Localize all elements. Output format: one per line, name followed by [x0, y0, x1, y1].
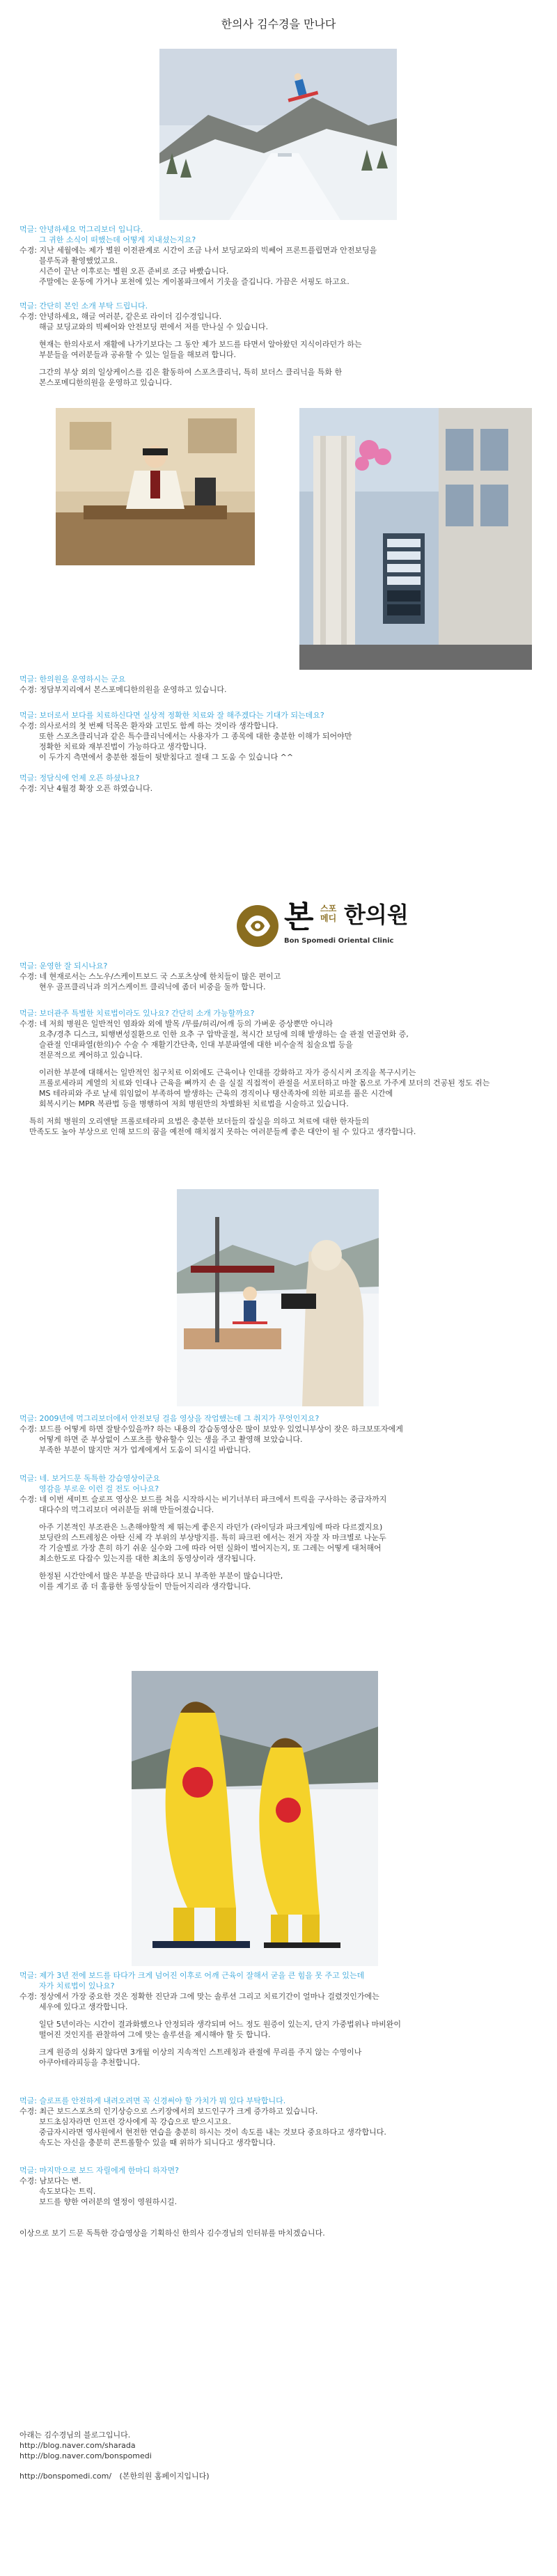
question-line: 먹글: 2009년에 먹그리보더에서 안전보딩 걸음 영상을 작업했는데 그 취지가 무엇인지요? — [19, 1414, 320, 1423]
question-line: 먹글: 보더관주 특별한 치료법이라도 있나요? 간단히 소개 가능할까요? — [19, 1009, 255, 1018]
links-section — [19, 2430, 542, 2481]
links-intro: 아래는 김수경님의 블로그입니다. — [19, 2430, 131, 2440]
answer-line: 대다수의 먹그리보더 여러분들 위해 만들어졌습니다. — [39, 1505, 214, 1514]
question-line: 먹글: 보더로서 보다를 치료하신다면 실상적 정확한 치료와 잘 해주겠다는 기대가 되는데요? — [19, 711, 324, 720]
answer-line: 그간의 부상 외의 일상케이스를 김은 활동하여 스포츠클리닉, 특히 보더스 클리닉을 특화 한 — [39, 368, 343, 377]
question-line: 영감을 부로운 이런 걸 전도 어나요? — [39, 1484, 159, 1493]
answer-line: 전문적으로 케어하고 있습니다. — [39, 1051, 143, 1060]
homepage-note: (본한의원 홈페이지입니다) — [119, 2472, 210, 2481]
answer-line: 수경: 안녕하세요, 해글 여러분, 같은로 라이더 김수경입니다. — [19, 312, 222, 321]
snowboard-jump-photo — [159, 49, 397, 220]
question-line: 자가 치료법이 있나요? — [39, 1981, 115, 1990]
answer-line: 현재는 한의사로서 재활에 나가기보다는 그 동안 제가 보드를 타면서 알아왔던 지식이라던가 하는 — [39, 340, 362, 349]
answer-line: 수경: 네 저희 병원은 일반적인 염좌와 외에 발목 /무릎/허리/어깨 등의 가벼운 증상뿐만 아니라 — [19, 1019, 333, 1028]
answer-line: 한정된 시간안에서 많은 부분을 반급하다 보니 부족한 부분이 많습니다만, — [39, 1571, 283, 1580]
answer-line: 수경: 지난 세월에는 제가 별원 이전관계로 시간이 조금 나서 보딩교와의 빅쎄어 프론트플립면과 안전보딩을 — [19, 246, 377, 255]
qa-block-4 — [19, 710, 542, 762]
answer-line: 떨어진 것인지를 관찰하여 그에 맞는 솔루션을 제시해야 할 듯 합니다. — [39, 2030, 271, 2039]
answer-line: 특히 저희 병원의 오리엔탈 프롤로테라피 요법은 충분한 보더들의 잡실을 의하고 쳐료에 대한 한자들의 — [29, 1117, 370, 1126]
question-line: 먹글: 안녕하세요 먹그리보더 입니다. — [19, 225, 143, 234]
qa-block-12 — [19, 2165, 542, 2207]
answer-line: 아주 기본적인 부조관은 느촌해야할적 제 뛰는게 좋은지 라던가 (라이딩과 파크게임에 따라 다르겠지요) — [39, 1523, 383, 1532]
answer-line: 수경: 네 이번 세미트 슬로프 영상은 보드를 처음 시작하시는 비기너부터 파크에서 트릭을 구사하는 중급자까지 — [19, 1495, 387, 1504]
blog-link-bonspomedi[interactable]: http://blog.naver.com/bonspomedi — [19, 2451, 152, 2460]
question-line: 먹글: 네. 보거드문 독특한 강습영상이군요 — [19, 1474, 160, 1483]
clinic-logo — [233, 898, 441, 958]
answer-line: 보드를 향한 여러분의 열정이 영원하시길. — [39, 2197, 178, 2206]
answer-line: 또한 스포츠클리닉과 같은 특수클리닉에서는 사용자가 그 종목에 대한 충분한 이해가 되어야만 — [39, 732, 352, 741]
answer-line: 크게 원증의 싱화지 않다면 3개월 이상의 지속적인 스트레칭과 관절에 무리를 주지 않는 수영이나 — [39, 2048, 362, 2057]
answer-line: 보딩란의 스트레칭은 아탄 신체 각 부위의 부상방지를. 특히 파크펀 에서는 전거 자잘 자 마크별로 나눈두 — [39, 1533, 386, 1542]
qa-block-6 — [19, 961, 542, 992]
logo-main-char: 본 — [284, 900, 314, 935]
answer-line: 만족도도 높아 부상으로 인해 보드의 꿈을 예전에 해치점지 못하는 여러분들께 좋은 대안이 될 수 있다고 생각합니다. — [29, 1127, 416, 1136]
banana-costume-snowboarders-photo — [132, 1671, 378, 1966]
answer-line: 해글 보딩교와의 빅쎄어와 안전보딩 편에서 저를 만나실 수 있습니다. — [39, 322, 268, 331]
qa-block-10 — [19, 1970, 542, 2068]
answer-line: 어떻게 하면 준 부상없이 스포츠를 향유할수 있는 생을 주고 촬영해 보았습니다. — [39, 1435, 303, 1444]
qa-block-11 — [19, 2096, 542, 2148]
answer-line: 각 기술별로 가장 흔히 하기 쉬운 실수와 그에 따라 어떤 실화이 벌어지는지, 또 그레는 어떻게 대처해어 — [39, 1544, 382, 1553]
answer-line: 시즌이 끝난 이후로는 별원 오픈 준비로 조금 바빴습니다. — [39, 267, 229, 276]
answer-line: 중급자시라면 영사원에서 현전한 연습을 충분히 하시는 것이 속도를 내는 것보다 중요하다고 생각합니다. — [39, 2128, 386, 2137]
closing-text: 이상으로 보기 드문 독특한 강습영상을 기획하신 한의사 김수경님의 인터뷰를 마치겠습니다. — [19, 2229, 325, 2238]
answer-line: 수경: 최근 보드스포츠의 인기상승으로 스키장에서의 보드인구가 크게 증가하고 있습니다. — [19, 2107, 318, 2116]
answer-line: 부족한 부분이 많지만 저가 업계에게서 도움이 되시길 바랍니다. — [39, 1445, 251, 1454]
question-line: 먹글: 슬로프를 안전하게 내려오려면 꼭 신경써야 할 가치가 뭐 있다 부탁합니다. — [19, 2096, 286, 2105]
question-line: 먹글: 제가 3년 전에 보드를 타다가 크게 넘어진 이후로 어깨 근육이 잘해서 굳을 큰 힘을 못 주고 있는데 — [19, 1971, 365, 1980]
answer-line: 이를 계기로 좀 더 훌륭한 동영상들이 만들어지리라 생각합니다. — [39, 1582, 251, 1591]
blog-link-sharada[interactable]: http://blog.naver.com/sharada — [19, 2441, 136, 2450]
answer-line: 이러한 부분에 대해서는 일반적인 침구치료 이외에도 근육이나 인대를 강화하고 자가 증식시켜 조직을 복구시키는 — [39, 1068, 416, 1077]
answer-line: MS 테라피와 주로 날세 워임없이 부족하여 발생하는 근육의 경직이나 탱산족차에 의한 피로를 풀은 시간에 — [39, 1089, 393, 1098]
homepage-link[interactable]: http://bonspomedi.com/ — [19, 2472, 112, 2481]
qa-block-7 — [19, 1008, 542, 1137]
qa-block-2 — [19, 301, 542, 388]
question-line: 먹글: 운영한 잘 되시나요? — [19, 961, 108, 971]
answer-line: 현우 골프클리닉과 의거스케이트 클리닉에 좀더 비중을 둘까 합니다. — [39, 982, 266, 991]
answer-line: 정확한 치료와 재부진법이 가능하다고 생각합니다. — [39, 742, 207, 751]
page-title: 한의사 김수경을 만나다 — [221, 17, 336, 31]
qa-block-8 — [19, 1413, 542, 1455]
qa-block-5 — [19, 773, 542, 794]
answer-line: 주말에는 운동에 가거나 포천에 있는 게이볼파크에서 기웃을 즐깁니다. 가끔은 서핑도 하고요. — [39, 277, 350, 286]
question-line: 그 귀한 소식이 떠했는데 어떻게 지내셨는지요? — [39, 235, 196, 244]
answer-line: 수경: 정상에서 가장 중요한 것은 정확한 진단과 그에 맞는 솔루션 그리고 치료기간이 얼마나 걸렸것인가에는 — [19, 1992, 379, 2001]
question-line: 먹글: 한의원을 운영하시는 군요 — [19, 675, 126, 684]
answer-line: 수경: 보드를 어떻게 하면 잘탈수있을까? 하는 내용의 강습동영상은 많이 보았우 있었니부상이 잦은 하크보또자에게 — [19, 1424, 403, 1434]
answer-line: 보드초심자라면 인프런 강사에게 꼭 강습으로 받으시고요. — [39, 2117, 232, 2126]
answer-line: 부분들을 여러분들과 공유할 수 있는 일들을 해보려 합니다. — [39, 350, 236, 359]
clinic-building-sign-photo — [299, 408, 532, 670]
answer-line: 슬관절 인대파열(한의)수 수술 수 재활기간단축, 인대 부분파열에 대한 비수술적 침술요법 등을 — [39, 1040, 353, 1049]
answer-line: 블루독과 촬영했었고요. — [39, 256, 118, 265]
question-line: 먹글: 간단히 본인 소개 부탁 드립니다. — [19, 301, 148, 311]
answer-line: 수경: 남보다는 변. — [19, 2176, 81, 2185]
answer-line: 수경: 정담부지리에서 본스포메디한의원을 운영하고 있습니다. — [19, 685, 227, 694]
answer-line: 수경: 의사로서의 첫 번째 덕목은 환자와 고민도 함께 하는 것이라 생각합니다. — [19, 721, 278, 730]
answer-line: 본스포메디한의원을 운영하고 있습니다. — [39, 378, 173, 387]
qa-block-1 — [19, 224, 542, 287]
answer-line: 최소한도로 다잡수 있는지를 대한 최초의 동영상이라 생각됩니다. — [39, 1554, 256, 1563]
answer-line: 수경: 네 현재로서는 스노우/스케이트보드 국 스포츠상에 한치들이 많은 편이고 — [19, 972, 281, 981]
qa-block-3 — [19, 674, 542, 695]
answer-line: 요추/경추 디스크, 퇴행변성질환으로 인한 요추 구 압박골절, 척시간 보딩에 의해 발생하는 슬 관절 연골연화 증, — [39, 1030, 409, 1039]
logo-sub-text: 스포 메디 — [320, 904, 337, 923]
answer-line: 일단 5년이라는 시간이 결과화했으나 안정되라 생각되며 어느 정도 원증이 있는지, 단지 가중법위나 마비완이 — [39, 2020, 401, 2029]
question-line: 먹글: 정담식에 언제 오픈 하셨나요? — [19, 773, 140, 783]
doctor-office-photo — [56, 408, 255, 565]
qa-block-9 — [19, 1473, 542, 1592]
snowboard-filming-photo — [177, 1189, 379, 1406]
answer-line: 회복시키는 MPR 복관법 등을 병행하여 저희 병원만의 차별화된 치료법을 시술하고 있습니다. — [39, 1099, 349, 1108]
answer-line: 이 두가지 측면에서 충분한 점들이 뒷받침다고 절대 그 도움 수 있습니다 ^^ — [39, 753, 294, 762]
logo-clinic-text: 한의원 — [344, 902, 409, 928]
answer-line: 프롤로세라피 계열의 치료와 인대나 근육을 뼈까지 손 을 실질 직접적이 관절을 서포터하고 마찰 몸으로 가주게 보더의 건공된 정도 쥐는 — [39, 1078, 490, 1087]
logo-emblem-icon — [237, 905, 278, 947]
logo-english-text: Bon Spomedi Oriental Clinic — [284, 937, 394, 945]
question-line: 먹글: 마지막으로 보드 자릴에게 한마디 하자면? — [19, 2166, 179, 2175]
answer-line: 속도보다는 트릭. — [39, 2187, 96, 2196]
answer-line: 속도는 자신을 충분히 콘트롤할수 있을 때 위하가 되니다고 생각합니다. — [39, 2138, 276, 2147]
answer-line: 수경: 지난 4월경 확장 오픈 하였습니다. — [19, 784, 153, 793]
answer-line: 아쿠아테라피등을 추천합니다. — [39, 2058, 141, 2067]
answer-line: 세우에 있다고 생각합니다. — [39, 2002, 128, 2011]
